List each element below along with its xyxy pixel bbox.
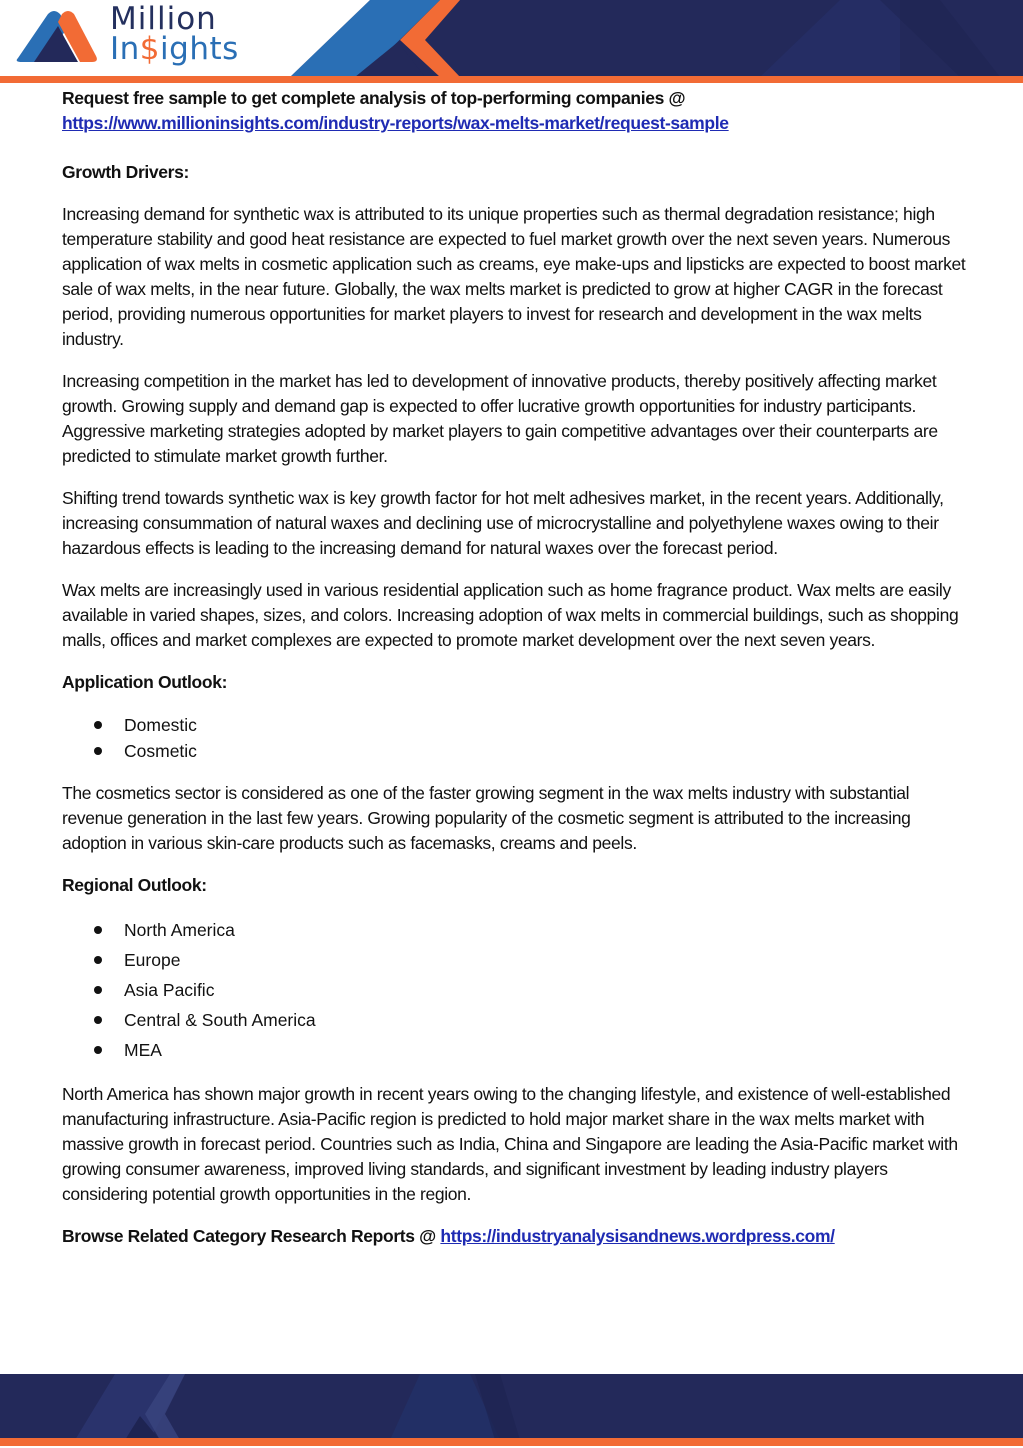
logo-line-1: Million bbox=[110, 1, 217, 37]
regional-outlook-heading: Regional Outlook: bbox=[62, 875, 207, 895]
logo-dollar-sign: $ bbox=[139, 31, 161, 67]
growth-paragraph-1: Increasing demand for synthetic wax is attributed to its unique properties such as thermal degradation resistance; high temperature stability and good heat resistance are expected to fuel market growth over the next seven years. Numerous application of wax melts in cosmetic application such as creams, eye make-ups and lipsticks are expected to boost market sale of wax melts, in the near future. Globally, the wax melts market is predicted to grow at higher CAGR in the forecast period, providing numerous opportunities for market players to invest for research and development in the wax melts industry. bbox=[62, 204, 966, 349]
bullet-icon bbox=[94, 956, 102, 964]
growth-drivers-heading: Growth Drivers: bbox=[62, 162, 189, 182]
bullet-icon bbox=[94, 1046, 102, 1054]
footer-banner bbox=[0, 1374, 1023, 1448]
region-list bbox=[62, 915, 967, 1065]
browse-related-link[interactable]: https://industryanalysisandnews.wordpress.com/ bbox=[440, 1226, 835, 1246]
footer-graphic bbox=[0, 1374, 1023, 1448]
growth-paragraph-2: Increasing competition in the market has led to development of innovative products, thereby positively affecting market growth. Growing supply and demand gap is expected to offer lucrative growth opportunities for industry participants. Aggressive marketing strategies adopted by market players to gain competitive advantages over their counterparts are predicted to stimulate market growth further. bbox=[62, 371, 938, 466]
growth-paragraph-4: Wax melts are increasingly used in various residential application such as home fragrance product. Wax melts are easily available in varied shapes, sizes, and colors. Increasing adoption of wax melts in commercial buildings, such as shopping malls, offices and market complexes are expected to promote market development over the next seven years. bbox=[62, 580, 959, 650]
bullet-icon bbox=[94, 926, 102, 934]
bullet-icon bbox=[94, 1016, 102, 1024]
application-outlook-heading: Application Outlook: bbox=[62, 672, 228, 692]
mountain-m-logo-icon bbox=[0, 0, 110, 76]
bullet-icon bbox=[94, 721, 102, 729]
list-item: MEA bbox=[62, 1035, 967, 1065]
list-item: Europe bbox=[62, 945, 967, 975]
document-body bbox=[62, 86, 967, 1266]
bullet-icon bbox=[94, 986, 102, 994]
request-sample-text: Request free sample to get complete analysis of top-performing companies @ bbox=[62, 88, 686, 108]
application-paragraph: The cosmetics sector is considered as one of the faster growing segment in the wax melts industry with substantial revenue generation in the last few years. Growing popularity of the cosmetic segment is attributed to the increasing adoption in various skin-care products such as facemasks, creams and peels. bbox=[62, 783, 911, 853]
header-banner bbox=[0, 0, 1023, 84]
list-item: North America bbox=[62, 915, 967, 945]
growth-paragraph-3: Shifting trend towards synthetic wax is key growth factor for hot melt adhesives market, in the recent years. Additionally, increasing consummation of natural waxes and declining use of microcrystalline and polyethylene waxes owing to their hazardous effects is leading to the increasing demand for natural waxes over the forecast period. bbox=[62, 488, 944, 558]
browse-related-block bbox=[62, 1224, 967, 1249]
logo-line-2: In$ights bbox=[110, 31, 239, 67]
bullet-icon bbox=[94, 747, 102, 755]
logo-wordmark bbox=[110, 1, 239, 67]
browse-related-text: Browse Related Category Research Reports @ bbox=[62, 1226, 436, 1246]
regional-paragraph: North America has shown major growth in recent years owing to the changing lifestyle, and existence of well-established manufacturing infrastructure. Asia-Pacific region is predicted to hold major market share in the wax melts market with massive growth in forecast period. Countries such as India, China and Singapore are leading the Asia-Pacific market with growing consumer awareness, improved living standards, and significant investment by leading industry players considering potential growth opportunities in the region. bbox=[62, 1084, 958, 1204]
list-item: Central & South America bbox=[62, 1005, 967, 1035]
list-item: Cosmetic bbox=[62, 738, 967, 764]
request-sample-block bbox=[62, 86, 967, 136]
request-sample-link[interactable]: https://www.millioninsights.com/industry-reports/wax-melts-market/request-sample bbox=[62, 113, 729, 133]
application-list bbox=[62, 712, 967, 764]
list-item: Asia Pacific bbox=[62, 975, 967, 1005]
list-item: Domestic bbox=[62, 712, 967, 738]
